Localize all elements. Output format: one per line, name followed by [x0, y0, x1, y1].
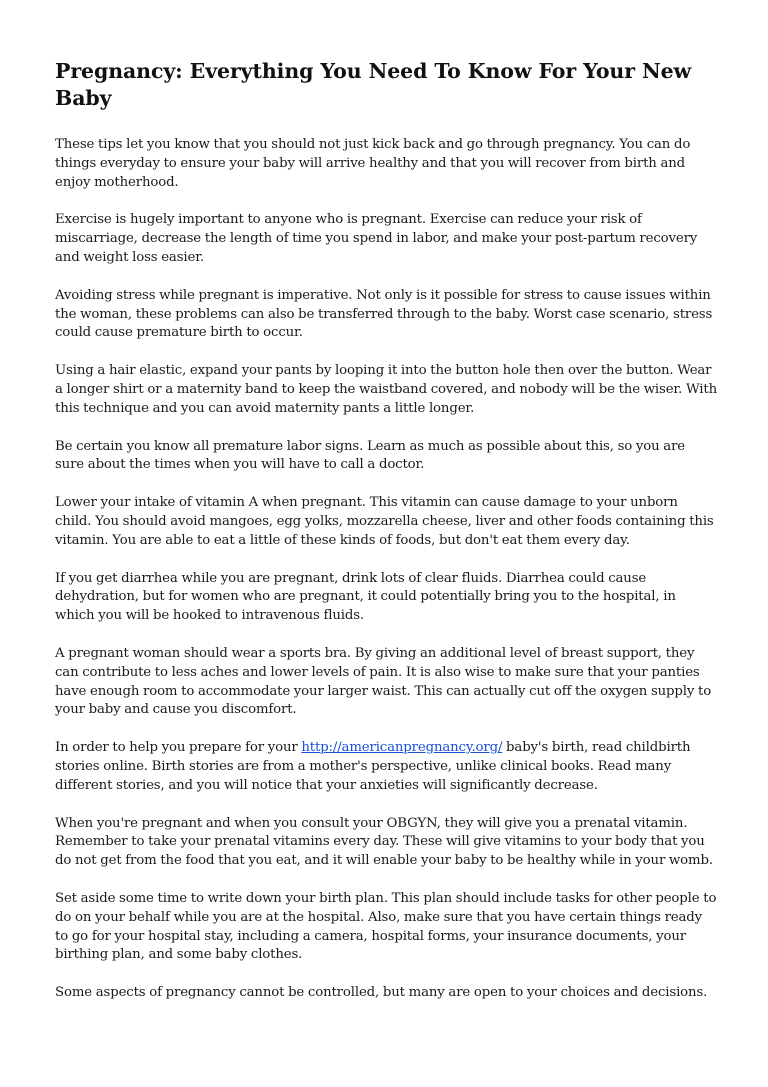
paragraph-hair-elastic: Using a hair elastic, expand your pants by looping it into the button hole then over the button. Wear a longer shirt or a maternity band to keep the waistband covered, and nobody will be the wiser. With this technique and you can avoid maternity pants a little longer. [55, 363, 718, 416]
american-pregnancy-link[interactable]: http://americanpregnancy.org/ [301, 740, 503, 756]
paragraph-choices: Some aspects of pregnancy cannot be controlled, but many are open to your choices and decisions. [55, 985, 708, 1001]
paragraph-vitamin-a: Lower your intake of vitamin A when pregnant. This vitamin can cause damage to your unborn child. You should avoid mangoes, egg yolks, mozzarella cheese, liver and other foods containing this vitamin. You are able to eat a little of these kinds of foods, but don't eat them every day. [55, 495, 714, 548]
paragraph-birth-stories [55, 739, 717, 795]
paragraph-birth-plan: Set aside some time to write down your birth plan. This plan should include tasks for other people to do on your behalf while you are at the hospital. Also, make sure that you have certain things ready to go for your hospital stay, including a camera, hospital forms, your insurance documents, your birthing plan, and some baby clothes. [55, 890, 717, 963]
paragraph-exercise: Exercise is hugely important to anyone who is pregnant. Exercise can reduce your risk of miscarriage, decrease the length of time you spend in labor, and make your post-partum recovery and weight loss easier. [55, 212, 698, 265]
document-title: Pregnancy: Everything You Need To Know For Your New Baby [55, 59, 692, 110]
document-page [55, 58, 717, 1022]
link-paragraph-before: In order to help you prepare for your [55, 740, 302, 756]
paragraph-intro: These tips let you know that you should not just kick back and go through pregnancy. You can do things everyday to ensure your baby will arrive healthy and that you will recover from birth and enjoy motherhood. [55, 137, 691, 190]
paragraph-sports-bra: A pregnant woman should wear a sports bra. By giving an additional level of breast support, they can contribute to less aches and lower levels of pain. It is also wise to make sure that your panties have enough room to accommodate your larger waist. This can actually cut off the oxygen supply to your baby and cause you discomfort. [55, 645, 712, 718]
link-paragraph-after: baby's birth, read childbirth stories online. Birth stories are from a mother's perspective, unlike clinical books. Read many different stories, and you will notice that your anxieties will significantly decrease. [55, 740, 691, 793]
paragraph-prenatal-vitamins: When you're pregnant and when you consult your OBGYN, they will give you a prenatal vitamin. Remember to take your prenatal vitamins every day. These will give vitamins to your body that you do not get from the food that you eat, and it will enable your baby to be healthy while in your womb. [55, 815, 713, 869]
paragraph-diarrhea: If you get diarrhea while you are pregnant, drink lots of clear fluids. Diarrhea could cause dehydration, but for women who are pregnant, it could potentially bring you to the hospital, in which you will be hooked to intravenous fluids. [55, 570, 676, 624]
paragraph-stress: Avoiding stress while pregnant is imperative. Not only is it possible for stress to cause issues within the woman, these problems can also be transferred through to the baby. Worst case scenario, stress could cause premature birth to occur. [55, 287, 713, 341]
paragraph-labor-signs: Be certain you know all premature labor signs. Learn as much as possible about this, so you are sure about the times when you will have to call a doctor. [55, 438, 685, 473]
